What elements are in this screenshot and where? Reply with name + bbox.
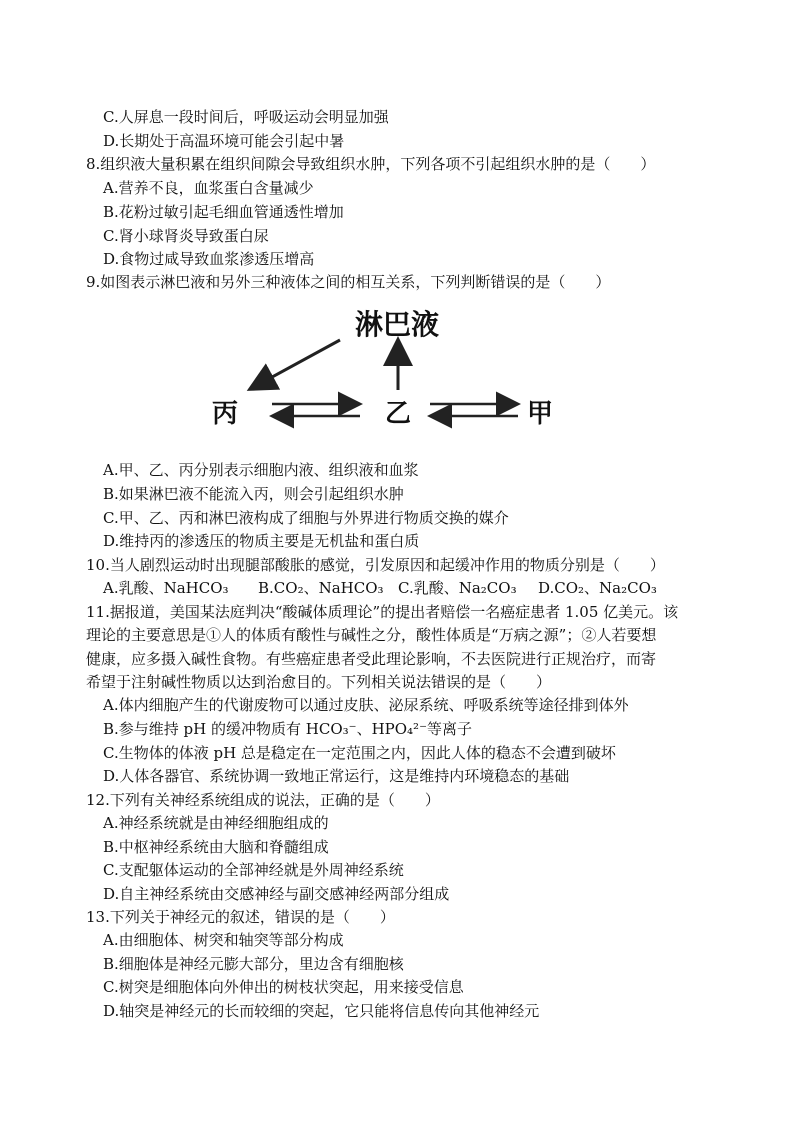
q8-option-b: B.花粉过敏引起毛细血管通透性增加 bbox=[103, 203, 344, 221]
q11-option-d: D.人体各器官、系统协调一致地正常运行，这是维持内环境稳态的基础 bbox=[103, 767, 570, 785]
q11-stem-line3: 健康，应多摄入碱性食物。有些癌症患者受此理论影响，不去医院进行正规治疗，而寄 bbox=[86, 650, 657, 668]
q8-option-a: A.营养不良，血浆蛋白含量减少 bbox=[103, 179, 314, 197]
q13-stem: 13.下列关于神经元的叙述，错误的是（ ） bbox=[86, 908, 395, 926]
q13-option-b: B.细胞体是神经元膨大部分，里边含有细胞核 bbox=[103, 955, 404, 973]
q10-stem: 10.当人剧烈运动时出现腿部酸胀的感觉，引发原因和起缓冲作用的物质分别是（ ） bbox=[86, 556, 665, 574]
q8-option-d: D.食物过咸导致血浆渗透压增高 bbox=[103, 250, 315, 268]
q12-stem: 12.下列有关神经系统组成的说法，正确的是（ ） bbox=[86, 791, 440, 809]
q9-option-d: D.维持丙的渗透压的物质主要是无机盐和蛋白质 bbox=[103, 532, 420, 550]
q10-option-c: C.乳酸、Na₂CO₃ bbox=[398, 579, 517, 597]
q12-option-d: D.自主神经系统由交感神经与副交感神经两部分组成 bbox=[103, 885, 450, 903]
q11-stem-line1: 11.据报道，美国某法庭判决“酸碱体质理论”的提出者赔偿一名癌症患者 1.05 亿美元。该 bbox=[86, 603, 679, 621]
q7-option-c: C.人屏息一段时间后，呼吸运动会明显加强 bbox=[103, 108, 389, 126]
q13-option-a: A.由细胞体、树突和轴突等部分构成 bbox=[103, 931, 344, 949]
q9-fluid-diagram bbox=[200, 300, 570, 440]
q10-options bbox=[103, 577, 657, 599]
q13-option-d: D.轴突是神经元的长而较细的突起，它只能将信息传向其他神经元 bbox=[103, 1002, 540, 1020]
q11-option-c: C.生物体的体液 pH 总是稳定在一定范围之内，因此人体的稳态不会遭到破坏 bbox=[103, 744, 616, 762]
arrow-lymph-to-bing bbox=[252, 340, 340, 388]
q9-option-a: A.甲、乙、丙分别表示细胞内液、组织液和血浆 bbox=[103, 461, 419, 479]
q10-option-a: A.乳酸、NaHCO₃ bbox=[103, 579, 229, 597]
q7-option-d: D.长期处于高温环境可能会引起中暑 bbox=[103, 132, 345, 150]
diagram-label-lymph: 淋巴液 bbox=[355, 308, 440, 341]
q11-option-b: B.参与维持 pH 的缓冲物质有 HCO₃⁻、HPO₄²⁻等离子 bbox=[103, 720, 472, 738]
diagram-label-bing: 丙 bbox=[212, 399, 239, 429]
q13-option-c: C.树突是细胞体向外伸出的树枝状突起，用来接受信息 bbox=[103, 978, 464, 996]
q10-option-b: B.CO₂、NaHCO₃ bbox=[258, 579, 384, 597]
q9-option-c: C.甲、乙、丙和淋巴液构成了细胞与外界进行物质交换的媒介 bbox=[103, 509, 509, 527]
q12-option-b: B.中枢神经系统由大脑和脊髓组成 bbox=[103, 838, 329, 856]
q8-option-c: C.肾小球肾炎导致蛋白尿 bbox=[103, 227, 269, 245]
q12-option-c: C.支配躯体运动的全部神经就是外周神经系统 bbox=[103, 861, 404, 879]
q11-stem-line2: 理论的主要意思是①人的体质有酸性与碱性之分，酸性体质是“万病之源”；②人若要想 bbox=[86, 626, 657, 644]
q11-option-a: A.体内细胞产生的代谢废物可以通过皮肤、泌尿系统、呼吸系统等途径排到体外 bbox=[103, 696, 629, 714]
q8-stem: 8.组织液大量积累在组织间隙会导致组织水肿，下列各项不引起组织水肿的是（ ） bbox=[86, 155, 656, 173]
diagram-label-yi: 乙 bbox=[385, 399, 412, 429]
q9-option-b: B.如果淋巴液不能流入丙，则会引起组织水肿 bbox=[103, 485, 404, 503]
diagram-label-jia: 甲 bbox=[527, 399, 554, 429]
q11-stem-line4: 希望于注射碱性物质以达到治愈目的。下列相关说法错误的是（ ） bbox=[86, 673, 552, 691]
q9-stem: 9.如图表示淋巴液和另外三种液体之间的相互关系，下列判断错误的是（ ） bbox=[86, 273, 611, 291]
q12-option-a: A.神经系统就是由神经细胞组成的 bbox=[103, 814, 329, 832]
q10-option-d: D.CO₂、Na₂CO₃ bbox=[538, 579, 657, 597]
